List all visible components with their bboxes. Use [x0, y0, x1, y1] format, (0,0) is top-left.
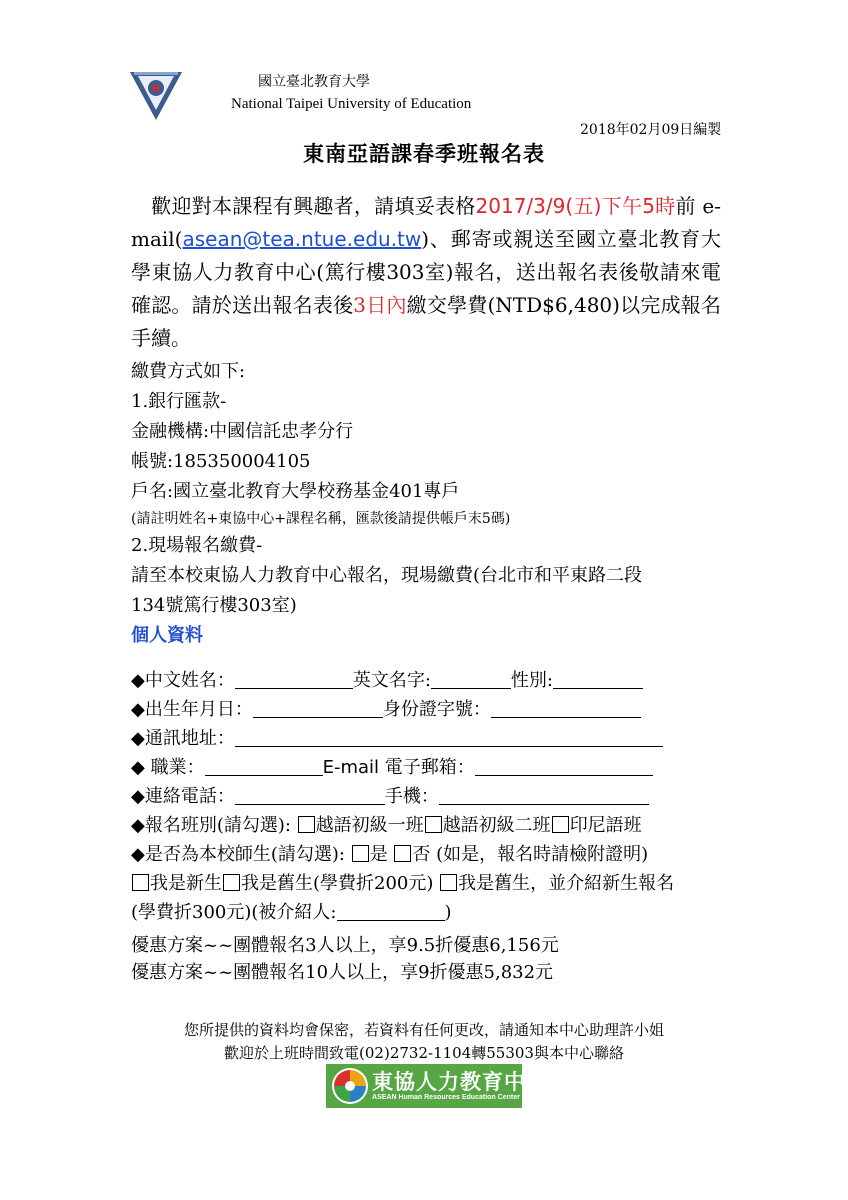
form-row-name — [131, 666, 731, 695]
phone-label: ◆連絡電話： — [131, 786, 235, 807]
referral-checkbox[interactable] — [440, 874, 457, 891]
mobile-field[interactable] — [439, 784, 649, 805]
gender-field[interactable] — [553, 668, 643, 689]
deadline: 2017/3/9(五)下午5時 — [475, 194, 676, 218]
staff-note: (如是，報名時請檢附證明) — [436, 844, 649, 865]
intro-paragraph — [131, 190, 721, 355]
id-number-label: 身份證字號： — [382, 699, 491, 720]
new-student-checkbox[interactable] — [132, 874, 149, 891]
mobile-label: 手機： — [384, 786, 439, 807]
intro-text-2: 前 e-mail( — [131, 194, 722, 251]
staff-label: ◆是否為本校師生(請勾選): — [131, 844, 345, 865]
birthday-label: ◆出生年月日： — [131, 699, 253, 720]
intro-text-3: )、郵寄或親送至國立臺北教育大學東協人力教育中心(篤行樓303室)報名，送出報名表後敬請來電確認。請於送出報名表後 — [131, 227, 721, 317]
staff-no-label: 否 — [412, 844, 431, 865]
referral-label: 我是舊生，並介紹新生報名 — [458, 873, 675, 894]
onsite-line-2: 134號篤行樓303室) — [131, 595, 297, 616]
birthday-field[interactable] — [253, 697, 383, 718]
new-student-label: 我是新生 — [150, 873, 222, 894]
payment-heading: 繳費方式如下: — [131, 361, 246, 382]
account-holder: 戶名:國立臺北教育大學校務基金401專戶 — [131, 481, 460, 502]
email-field[interactable] — [475, 755, 653, 776]
occupation-field[interactable] — [205, 755, 323, 776]
registration-form — [131, 666, 731, 927]
class-checkbox-2[interactable] — [425, 816, 442, 833]
bank-account: 帳號:185350004105 — [131, 451, 311, 472]
referral-label-2: (學費折300元)(被介紹人: — [131, 902, 337, 923]
english-name-field[interactable] — [431, 668, 511, 689]
bank-title: 1.銀行匯款- — [131, 391, 227, 412]
english-name-label: 英文名字: — [352, 670, 431, 691]
class-option-1: 越語初級一班 — [315, 815, 424, 836]
form-row-student — [131, 869, 731, 898]
intro-text-1: 歡迎對本課程有興趣者，請填妥表格 — [151, 194, 476, 218]
center-logo-icon — [330, 1066, 370, 1106]
discount-item: 優惠方案~~團體報名3人以上，享9.5折優惠6,156元 — [131, 935, 559, 956]
address-label: ◆通訊地址： — [131, 728, 235, 749]
gender-label: 性別: — [510, 670, 553, 691]
email-link[interactable]: asean@tea.ntue.edu.tw — [182, 227, 422, 251]
bank-name: 金融機構:中國信託忠孝分行 — [131, 421, 354, 442]
old-student-checkbox[interactable] — [223, 874, 240, 891]
class-checkbox-1[interactable] — [298, 816, 315, 833]
referee-field[interactable] — [337, 900, 445, 921]
page-title: 東南亞語課春季班報名表 — [303, 141, 545, 166]
university-name-zh: 國立臺北教育大學 — [258, 74, 370, 90]
occupation-label: ◆ 職業： — [131, 757, 205, 778]
class-label: ◆報名班別(請勾選): — [131, 815, 291, 836]
form-row-phone — [131, 782, 731, 811]
id-number-field[interactable] — [491, 697, 641, 718]
class-option-3: 印尼語班 — [569, 815, 642, 836]
chinese-name-label: ◆中文姓名： — [131, 670, 235, 691]
personal-info-heading: 個人資料 — [131, 625, 203, 646]
discount-section — [131, 932, 559, 986]
class-option-2: 越語初級二班 — [442, 815, 551, 836]
form-row-class — [131, 811, 731, 840]
payment-section — [131, 357, 731, 651]
compiled-date: 2018年02月09日編製 — [580, 122, 722, 138]
form-row-address — [131, 724, 731, 753]
phone-field[interactable] — [235, 784, 385, 805]
form-row-occupation — [131, 753, 731, 782]
staff-no-checkbox[interactable] — [394, 845, 411, 862]
onsite-title: 2.現場報名繳費- — [131, 535, 263, 556]
university-name-en: National Taipei University of Education — [231, 96, 472, 112]
class-checkbox-3[interactable] — [552, 816, 569, 833]
discount-item: 優惠方案~~團體報名10人以上，享9折優惠5,832元 — [131, 962, 554, 983]
form-row-referral — [131, 898, 731, 927]
form-row-birth — [131, 695, 731, 724]
referral-close: ) — [444, 902, 452, 923]
address-field[interactable] — [235, 726, 663, 747]
old-student-label: 我是舊生(學費折200元) — [241, 873, 434, 894]
transfer-note: (請註明姓名+東協中心+課程名稱，匯款後請提供帳戶末5碼) — [131, 511, 511, 527]
chinese-name-field[interactable] — [235, 668, 353, 689]
logo-text-zh: 東協人力教育中心 — [372, 1070, 548, 1094]
logo-text-en: ASEAN Human Resources Education Center — [372, 1094, 520, 1101]
payment-days: 3日內 — [353, 293, 407, 317]
staff-yes-checkbox[interactable] — [352, 845, 369, 862]
intro-text-4: 繳交學費(NTD$6,480)以完成報名手續。 — [131, 293, 721, 350]
form-row-staff — [131, 840, 731, 869]
footer-line-1: 您所提供的資料均會保密，若資料有任何更改，請通知本中心助理許小姐 — [183, 1021, 664, 1039]
university-seal-icon — [128, 66, 184, 122]
footer-line-2: 歡迎於上班時間致電(02)2732-1104轉55303與本中心聯絡 — [224, 1044, 624, 1062]
onsite-line-1: 請至本校東協人力教育中心報名，現場繳費(台北市和平東路二段 — [131, 565, 643, 586]
staff-yes-label: 是 — [369, 844, 388, 865]
email-label: E-mail 電子郵箱： — [322, 757, 475, 778]
